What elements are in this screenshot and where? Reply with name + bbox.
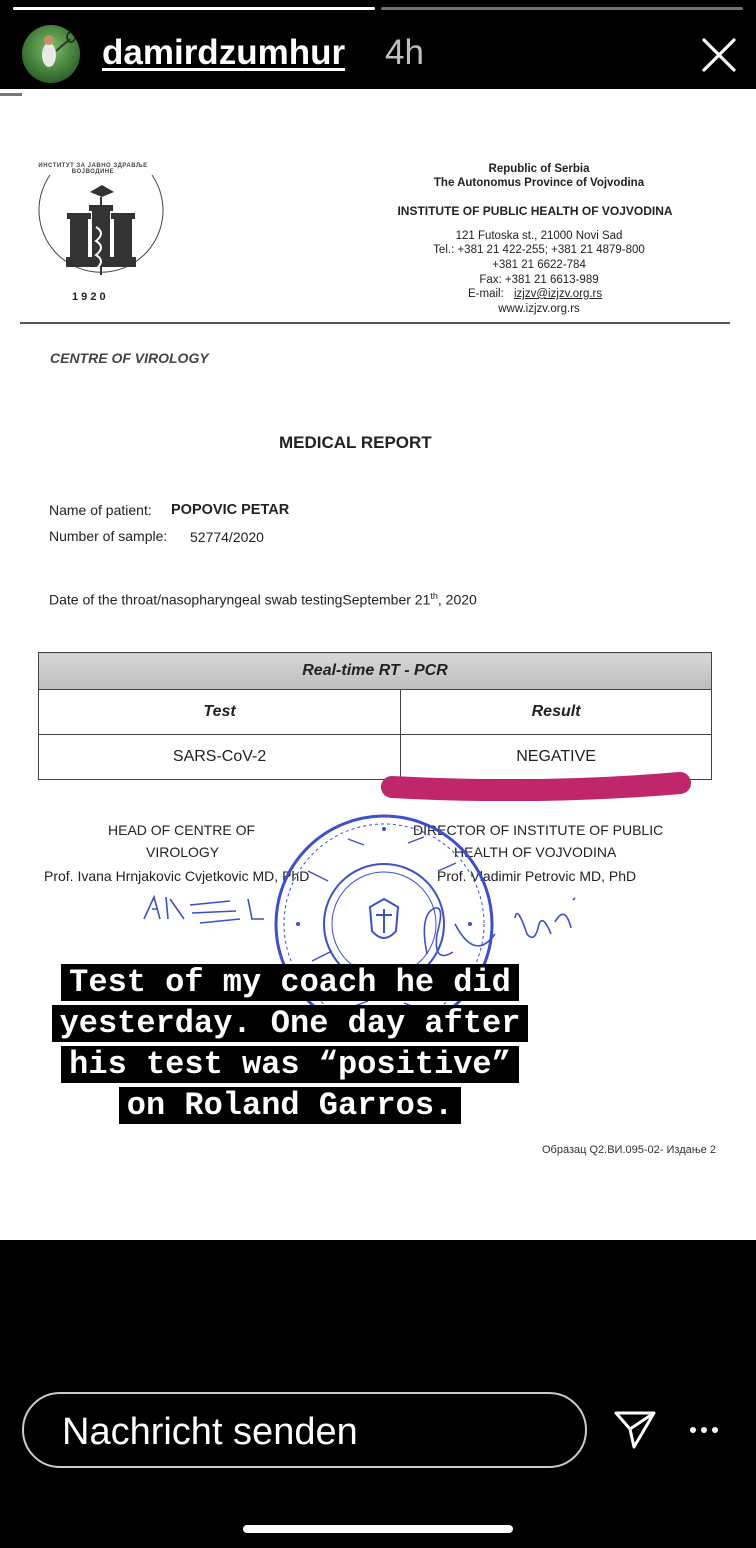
header-email-label: E-mail: — [468, 288, 504, 300]
close-icon[interactable] — [700, 36, 738, 74]
swab-date-sup: th — [430, 591, 438, 601]
signature-left — [140, 889, 270, 929]
sample-label: Number of sample: — [49, 528, 168, 544]
patient-name: POPOVIC PETAR — [171, 502, 290, 518]
avatar-image — [22, 25, 80, 83]
message-input-placeholder: Nachricht senden — [62, 1411, 358, 1453]
header-institute: INSTITUTE OF PUBLIC HEALTH OF VOJVODINA — [397, 204, 673, 218]
highlight-stroke — [380, 771, 698, 801]
logo-year: 1 9 2 0 — [72, 291, 106, 303]
caption-line-2: yesterday. One day after — [52, 1005, 529, 1042]
head-right-line2: HEALTH OF VOJVODINA — [454, 844, 617, 860]
swab-date-year: , 2020 — [437, 591, 477, 608]
signature-right — [415, 894, 585, 969]
results-result-value: NEGATIVE — [401, 735, 712, 780]
results-col-test: Test — [39, 690, 401, 735]
header-email: izjzv@izjzv.org.rs — [514, 288, 603, 300]
results-table — [38, 652, 712, 780]
header-fax: Fax: +381 21 6613-989 — [479, 274, 599, 286]
head-right-line3: Prof. Vladimir Petrovic MD, PhD — [437, 868, 637, 884]
head-left-line2: VIROLOGY — [146, 844, 220, 860]
story-caption — [0, 962, 580, 1126]
avatar[interactable] — [22, 25, 80, 83]
header-divider — [20, 322, 730, 324]
head-right-line1: DIRECTOR OF INSTITUTE OF PUBLIC — [413, 822, 664, 838]
caption-line-3: his test was “positive” — [61, 1046, 519, 1083]
centre-label: CENTRE OF VIROLOGY — [50, 350, 209, 366]
story-progress-2 — [381, 7, 743, 10]
patient-label: Name of patient: — [49, 502, 152, 518]
header-country: Republic of Serbia — [488, 163, 590, 175]
head-left-line3: Prof. Ivana Hrnjakovic Cvjetkovic MD, PhD — [44, 868, 310, 884]
results-col-result: Result — [401, 690, 712, 735]
head-left-line1: HEAD OF CENTRE OF — [108, 822, 256, 838]
header-tel: Tel.: +381 21 422-255; +381 21 4879-800 — [433, 244, 645, 256]
header-tel2: +381 21 6622-784 — [492, 259, 586, 271]
caption-line-4: on Roland Garros. — [119, 1087, 461, 1124]
story-time: 4h — [385, 33, 424, 72]
results-test-value: SARS-CoV-2 — [39, 735, 401, 780]
results-table-title: Real-time RT - PCR — [39, 653, 712, 690]
header-web: www.izjzv.org.rs — [498, 303, 580, 315]
caption-line-1: Test of my coach he did — [61, 964, 519, 1001]
more-icon[interactable] — [688, 1418, 720, 1442]
header-province: The Autonomus Province of Vojvodina — [433, 177, 645, 189]
institute-logo — [30, 157, 172, 307]
logo-ring-text: ИНСТИТУТ ЗА ЈАВНО ЗДРАВЉЕ ВОЈВОДИНЕ — [38, 163, 148, 175]
swab-date-value: September 21 — [342, 591, 431, 608]
report-title: MEDICAL REPORT — [279, 433, 432, 452]
send-icon[interactable] — [612, 1409, 658, 1451]
swab-date-line — [49, 591, 477, 608]
story-progress-1-fill — [13, 7, 375, 10]
sample-number: 52774/2020 — [190, 529, 264, 545]
form-code: Образац Q2.ВИ.095-02- Издање 2 — [542, 1144, 716, 1156]
message-input[interactable] — [22, 1392, 587, 1468]
scan-mark — [0, 93, 22, 96]
home-indicator[interactable] — [243, 1525, 513, 1533]
header-address: 121 Futoska st., 21000 Novi Sad — [455, 230, 623, 242]
story-progress-1 — [13, 7, 375, 10]
story-username[interactable]: damirdzumhur — [102, 33, 346, 72]
swab-date-label: Date of the throat/nasopharyngeal swab testing — [49, 591, 343, 608]
